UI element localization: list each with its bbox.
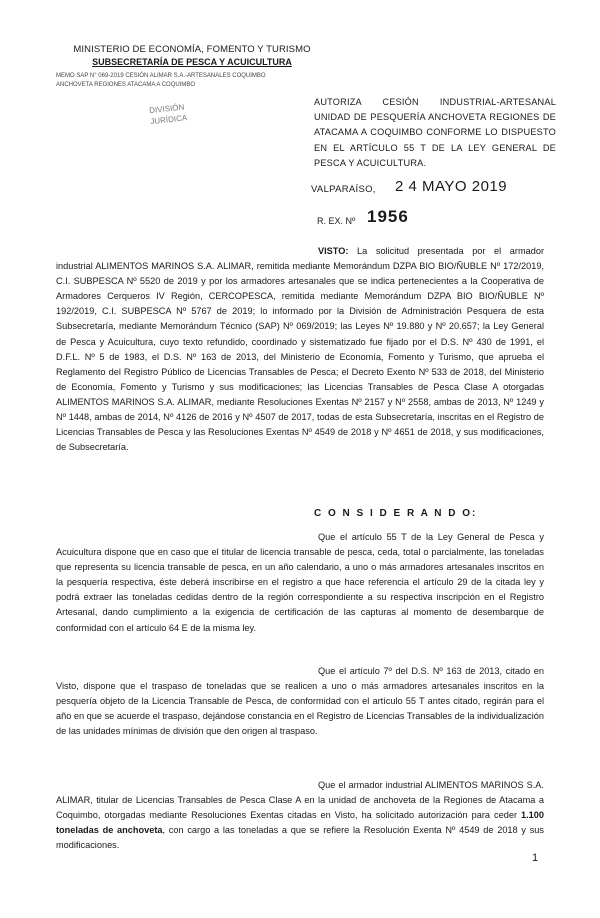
page-number: 1 [532,852,539,864]
resolution-number-label: R. EX. Nº [317,216,356,226]
date-value: 2 4 MAYO 2019 [395,178,508,195]
considerando-paragraph-2: Que el artículo 7º del D.S. Nº 163 de 2013, citado en Visto, dispone que el traspaso de toneladas que se realicen a uno o más armadores artesanales inscritos en la pesquería objeto de la Licencia Transable de Pesca, de conformidad con el artículo 55 T antes citado, regirán para el año en que se acuerde el traspaso, dejándose constancia en el Registro de Licencias Transables de la individualización de las unidades mínimas de división que den origen al traspaso. [56,666,544,737]
letterhead [62,44,322,67]
date-line [311,178,571,200]
stamp-line-2: JURÍDICA [149,113,188,127]
ministry-name: MINISTERIO DE ECONOMÍA, FOMENTO Y TURISMO [73,44,311,55]
p3-tonnage: 1.100 toneladas de anchoveta [56,810,544,836]
date-city: VALPARAÍSO, [311,184,376,195]
resolution-title: AUTORIZA CESIÓN INDUSTRIAL-ARTESANAL UNIDAD DE PESQUERÍA ANCHOVETA REGIONES DE ATACAMA A COQUIMBO CONFORME LO DISPUESTO EN EL ARTÍCULO 55 T DE LA LEY GENERAL DE PESCA Y ACUICULTURA. [314,97,556,168]
memo-reference [56,72,346,90]
division-stamp [149,99,212,133]
p3-text-after: , con cargo a las toneladas a que se refiere la Resolución Exenta Nº 4549 de 2018 y sus modificaciones. [56,825,544,851]
considerando-paragraph-3 [56,778,544,853]
resolution-number-line [317,207,517,233]
p3-text-before: Que el armador industrial ALIMENTOS MARINOS S.A. ALIMAR, titular de Licencias Transables de Pesca Clase A en la unidad de anchoveta de la Regiones de Atacama a Coquimbo, otorgadas mediante Resoluciones Exentas citadas en Visto, ha solicitado autorización para ceder [56,780,544,821]
memo-line-1: MEMO SAP N° 069-2019 CESIÓN ALIMAR S.A.-ARTESANALES COQUIMBO [56,73,266,79]
memo-line-2: ANCHOVETA REGIONES ATACAMA A COQUIMBO [56,82,196,88]
stamp-line-1: DIVISIÓN [148,102,185,116]
visto-lead: VISTO: [318,246,349,256]
visto-text: La solicitud presentada por el armador industrial ALIMENTOS MARINOS S.A. ALIMAR, remitida mediante Memorándum DZPA BIO BIO/ÑUBLE Nº 172/2019, C.I. SUBPESCA Nº 5520 de 2019 y por los armadores artesanales que se indica pertenecientes a la Cooperativa de Armadores Cerqueros IV Región, CERCOPESCA, remitida mediante Memorándum DZPA BIO BIO/ÑUBLE Nº 192/2019, C.I. SUBPESCA Nº 5767 de 2019; lo informado por la División de Administración Pesquera de esta Subsecretaría, mediante Memorándum Técnico (SAP) Nº 069/2019; las Leyes Nº 19.880 y Nº 20.657; la Ley General de Pesca y Acuicultura, cuyo texto refundido, coordinado y sistematizado fue fijado por el D.S. Nº 430 de 1991, el D.F.L. Nº 5 de 1983, el D.S. Nº 163 de 2013, del Ministerio de Economía, Fomento y Turismo, que aprueba el Reglamento del Registro Público de Licencias Transables de Pesca; el Decreto Exento Nº 533 de 2018, del Ministerio de Economía, Fomento y Turismo y sus modificaciones; las Licencias Transables de Pesca Clase A otorgadas ALIMENTOS MARINOS S.A. ALIMAR, mediante Resoluciones Exentas Nº 2157 y Nº 2558, ambas de 2013, Nº 1249 y Nº 1448, ambas de 2014, Nº 4126 de 2016 y Nº 4507 de 2017, todas de esta Subsecretaría, inscritas en el Registro de Licencias Transables de Pesca y las Resoluciones Exentas Nº 4549 de 2018 y Nº 4651 de 2018, y sus modificaciones, de Subsecretaría. [56,246,544,453]
considerando-paragraph-1: Que el artículo 55 T de la Ley General de Pesca y Acuicultura dispone que en caso que el titular de licencia transable de pesca, ceda, total o parcialmente, las toneladas que representa su licencia transable de pesca, en un año calendario, a uno o más armadores artesanales inscritos en la pesquería respectiva, éste deberá inscribirse en el registro a que hace referencia el artículo 29 de la citada ley y podrá extraer las toneladas cedidas dentro de la región correspondiente a su respectiva inscripción en el Registro Artesanal, dando cumplimiento a la exigencia de certificación de las capturas al momento de desembarque de conformidad con el artículo 64 E de la misma ley. [56,532,544,633]
visto-paragraph [56,244,544,455]
subsecretaria-name: SUBSECRETARÍA DE PESCA Y ACUICULTURA [92,57,292,67]
resolution-number: 1956 [367,207,409,226]
considerando-heading: C O N S I D E R A N D O: [314,508,478,519]
